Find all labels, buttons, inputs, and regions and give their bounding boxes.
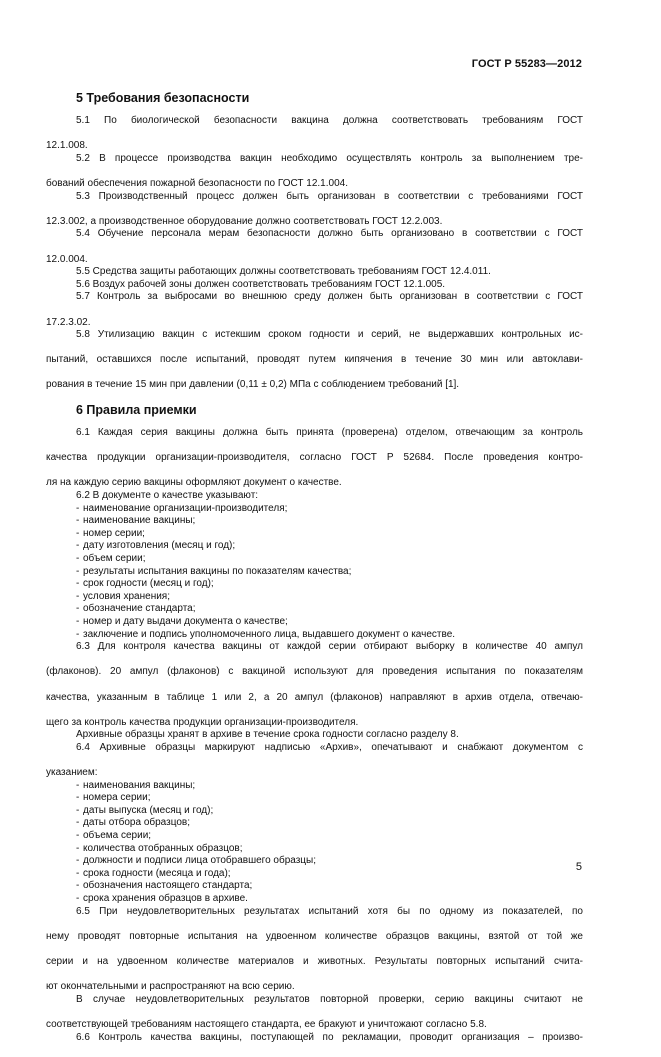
paragraph-5-4-cont: 12.0.004.: [46, 253, 88, 265]
list-item: - заключение и подпись уполномоченного лица, выдавшего документ о качестве.: [76, 628, 456, 640]
paragraph-5-1-cont: 12.1.008.: [46, 140, 88, 152]
list-item: - объем серии;: [76, 553, 146, 564]
paragraph-6-1-cont2: ля на каждую серию вакцины оформляют документ о качестве.: [46, 477, 342, 489]
list-item: - результаты испытания вакцины по показателям качества;: [76, 565, 352, 577]
paragraph-6-3-cont2: качества, указанным в таблице 1 или 2, а 20 ампул (флаконов) направляют в архив отдела, отвечаю-: [46, 691, 583, 703]
list-item: - количества отобранных образцов;: [76, 842, 243, 854]
list-item: - объема серии;: [76, 830, 152, 842]
list-item: - наименование организации-производителя;: [76, 502, 288, 514]
list-item: - должности и подписи лица отобравшего образцы;: [76, 855, 317, 867]
paragraph-6-6: 6.6 Контроль качества вакцины, поступающей по рекламации, проводит организация – произво-: [76, 1031, 583, 1043]
page-content: [46, 86, 583, 1057]
list-item: - срока годности (месяца и года);: [76, 867, 231, 879]
paragraph-6-5-cont3: ют окончательными и распространяют на всю серию.: [46, 981, 295, 993]
section-6-body: [46, 427, 583, 1057]
paragraph-6-4: 6.4 Архивные образцы маркируют надписью «Архив», опечатывают и снабжают документом с: [76, 741, 583, 753]
paragraph-5-2-cont: бований обеспечения пожарной безопасности по ГОСТ 12.1.004.: [46, 177, 348, 189]
list-item: - номер серии;: [76, 527, 145, 539]
list-item: - даты отбора образцов;: [76, 817, 190, 829]
paragraph-5-1: 5.1 По биологической безопасности вакцина должна соответствовать требованиям ГОСТ: [76, 115, 583, 126]
archive-label-list: [46, 780, 583, 906]
paragraph-6-5: 6.5 При неудовлетворительных результатах испытаний хотя бы по одному из показателей, по: [76, 905, 583, 917]
list-item: - наименования вакцины;: [76, 779, 196, 791]
paragraph-5-7-cont: 17.2.3.02.: [46, 316, 91, 328]
paragraph-6-4-cont: указанием:: [46, 767, 98, 779]
list-item: - номера серии;: [76, 792, 151, 804]
paragraph-6-3-cont3: щего за контроль качества продукции организации-производителя.: [46, 716, 359, 728]
section-5-title: 5 Требования безопасности: [76, 91, 250, 105]
paragraph-6-5-repeat: В случае неудовлетворительных результатов повторной проверки, серию вакцины считают не: [76, 993, 583, 1005]
list-item: - номер и дату выдачи документа о качестве;: [76, 615, 288, 627]
paragraph-5-7: 5.7 Контроль за выбросами во внешнюю среду должен быть организован в соответствии с ГОСТ: [76, 291, 583, 303]
section-6-title: 6 Правила приемки: [76, 403, 197, 418]
paragraph-5-4: 5.4 Обучение персонала мерам безопасности должно быть организовано в соответствии с ГОСТ: [76, 228, 583, 240]
paragraph-5-8: 5.8 Утилизацию вакцин с истекшим сроком годности и серий, не выдержавших контрольных ис-: [76, 329, 583, 341]
paragraph-6-3: 6.3 Для контроля качества вакцины от каждой серии отбирают выборку в количестве 40 ампул: [76, 641, 583, 653]
paragraph-6-3-cont1: (флаконов). 20 ампул (флаконов) с вакциной используют для проведения испытания по показателям: [46, 666, 583, 678]
paragraph-6-1-cont1: качества продукции организации-производителя, согласно ГОСТ Р 52684. После проведения контро-: [46, 452, 583, 464]
paragraph-5-6: 5.6 Воздух рабочей зоны должен соответствовать требованиям ГОСТ 12.1.005.: [76, 278, 446, 290]
section-5-body: [46, 115, 583, 392]
list-item: - даты выпуска (месяц и год);: [76, 804, 214, 816]
paragraph-5-5: 5.5 Средства защиты работающих должны соответствовать требованиям ГОСТ 12.4.011.: [76, 266, 491, 278]
list-item: - условия хранения;: [76, 590, 170, 602]
paragraph-6-2: 6.2 В документе о качестве указывают:: [76, 490, 259, 502]
list-item: - наименование вакцины;: [76, 515, 196, 527]
paragraph-5-8-cont1: пытаний, оставшихся после испытаний, проводят путем кипячения в течение 30 мин или автоклави-: [46, 354, 583, 366]
list-item: - срок годности (месяц и год);: [76, 578, 214, 590]
paragraph-5-3: 5.3 Производственный процесс должен быть организован в соответствии с требованиями ГОСТ: [76, 190, 583, 202]
document-header: ГОСТ Р 55283—2012: [471, 58, 582, 70]
list-item: - дату изготовления (месяц и год);: [76, 540, 236, 552]
paragraph-5-2: 5.2 В процессе производства вакцин необходимо осуществлять контроль за выполнением тре-: [76, 152, 583, 164]
quality-document-list: [46, 503, 583, 642]
list-item: - срока хранения образцов в архиве.: [76, 893, 248, 905]
paragraph-5-3-cont: 12.3.002, а производственное оборудование должно соответствовать ГОСТ 12.2.003.: [46, 215, 443, 227]
list-item: - обозначения настоящего стандарта;: [76, 880, 253, 892]
paragraph-6-3-archive: Архивные образцы хранят в архиве в течение срока годности согласно разделу 8.: [76, 729, 459, 741]
list-item: - обозначение стандарта;: [76, 603, 196, 615]
paragraph-6-1: 6.1 Каждая серия вакцины должна быть принята (проверена) отделом, отвечающим за контроль: [76, 427, 583, 439]
paragraph-5-8-cont2: рования в течение 15 мин при давлении (0,11 ± 0,2) МПа с соблюдением требований [1].: [46, 379, 460, 391]
page-number: 5: [575, 861, 582, 873]
paragraph-6-5-repeat-cont: соответствующей требованиям настоящего стандарта, ее бракуют и уничтожают согласно 5.8.: [46, 1018, 487, 1030]
paragraph-6-5-cont2: серии и на удвоенном количестве материалов и животных. Результаты повторных испытаний счита-: [46, 956, 583, 967]
paragraph-6-5-cont1: нему проводят повторные испытания на удвоенном количестве образцов вакцины, взятой от той же: [46, 930, 583, 942]
